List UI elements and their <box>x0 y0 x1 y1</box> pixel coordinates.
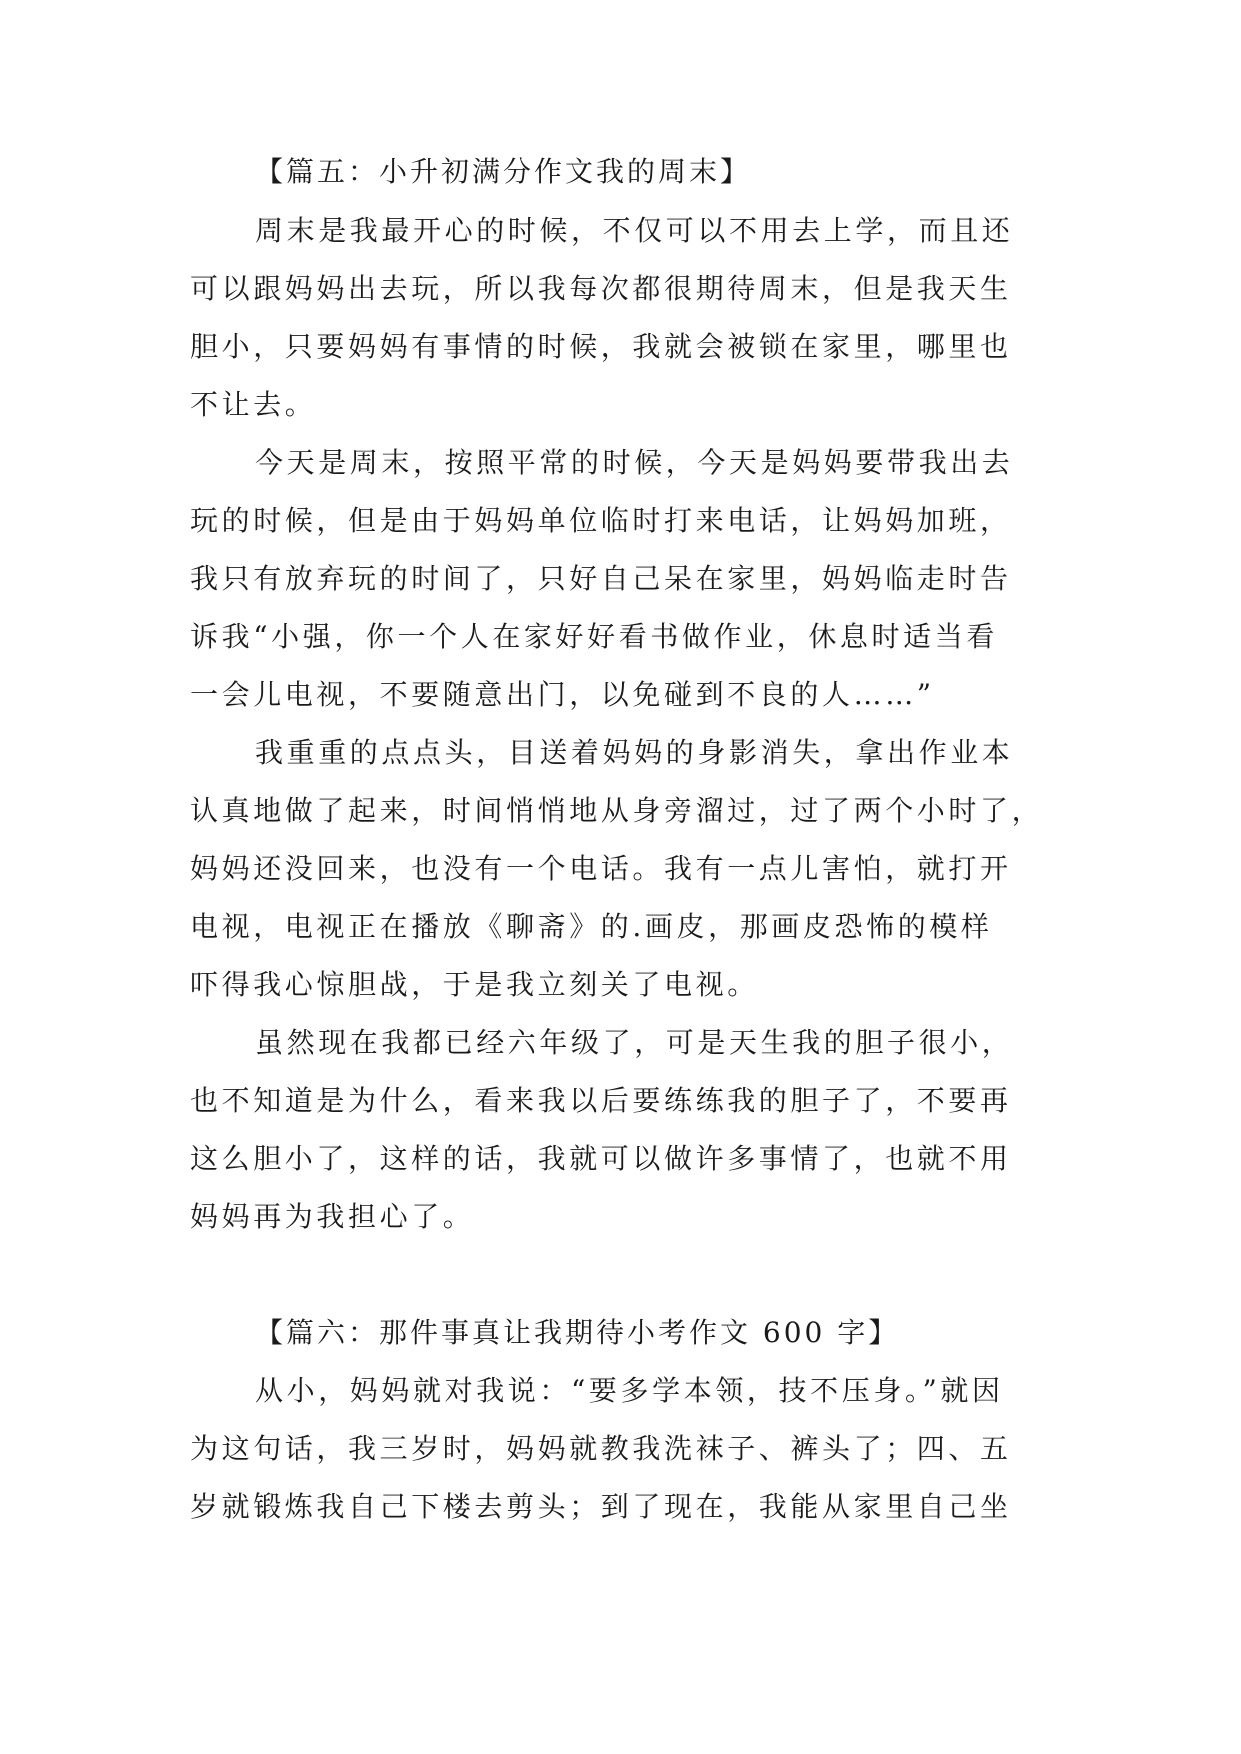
paragraph-line: 为这句话，我三岁时，妈妈就教我洗袜子、裤头了；四、五 <box>190 1432 1012 1465</box>
paragraph-line: 一会儿电视，不要随意出门，以免碰到不良的人……” <box>190 678 935 711</box>
section-6-heading: 【篇六：那件事真让我期待小考作文 600 字】 <box>255 1316 900 1349</box>
paragraph-line: 认真地做了起来，时间悄悄地从身旁溜过，过了两个小时了， <box>190 794 1044 827</box>
paragraph-line: 我只有放弃玩的时间了，只好自己呆在家里，妈妈临走时告 <box>190 562 1012 595</box>
section-5-heading: 【篇五：小升初满分作文我的周末】 <box>255 155 752 188</box>
paragraph-line: 可以跟妈妈出去玩，所以我每次都很期待周末，但是我天生 <box>190 272 1012 305</box>
paragraph-line: 岁就锻炼我自己下楼去剪头；到了现在，我能从家里自己坐 <box>190 1490 1012 1523</box>
paragraph-line: 也不知道是为什么，看来我以后要练练我的胆子了，不要再 <box>190 1084 1012 1117</box>
paragraph-line: 从小，妈妈就对我说：“要多学本领，技不压身。”就因 <box>255 1374 1004 1407</box>
paragraph-line: 周末是我最开心的时候，不仅可以不用去上学，而且还 <box>255 214 1014 247</box>
paragraph-line: 今天是周末，按照平常的时候，今天是妈妈要带我出去 <box>255 446 1014 479</box>
paragraph-line: 这么胆小了，这样的话，我就可以做许多事情了，也就不用 <box>190 1142 1012 1175</box>
paragraph-line: 胆小，只要妈妈有事情的时候，我就会被锁在家里，哪里也 <box>190 330 1012 363</box>
paragraph-line: 妈妈还没回来，也没有一个电话。我有一点儿害怕，就打开 <box>190 852 1012 885</box>
paragraph-line: 虽然现在我都已经六年级了，可是天生我的胆子很小， <box>255 1026 1014 1059</box>
paragraph-line: 电视，电视正在播放《聊斋》的.画皮，那画皮恐怖的模样 <box>190 910 993 943</box>
paragraph-line: 妈妈再为我担心了。 <box>190 1200 475 1233</box>
paragraph-line: 我重重的点点头，目送着妈妈的身影消失，拿出作业本 <box>255 736 1014 769</box>
paragraph-line: 诉我“小强，你一个人在家好好看书做作业，休息时适当看 <box>190 620 998 653</box>
paragraph-line: 吓得我心惊胆战，于是我立刻关了电视。 <box>190 968 759 1001</box>
paragraph-line: 不让去。 <box>190 388 317 421</box>
paragraph-line: 玩的时候，但是由于妈妈单位临时打来电话，让妈妈加班， <box>190 504 1012 537</box>
